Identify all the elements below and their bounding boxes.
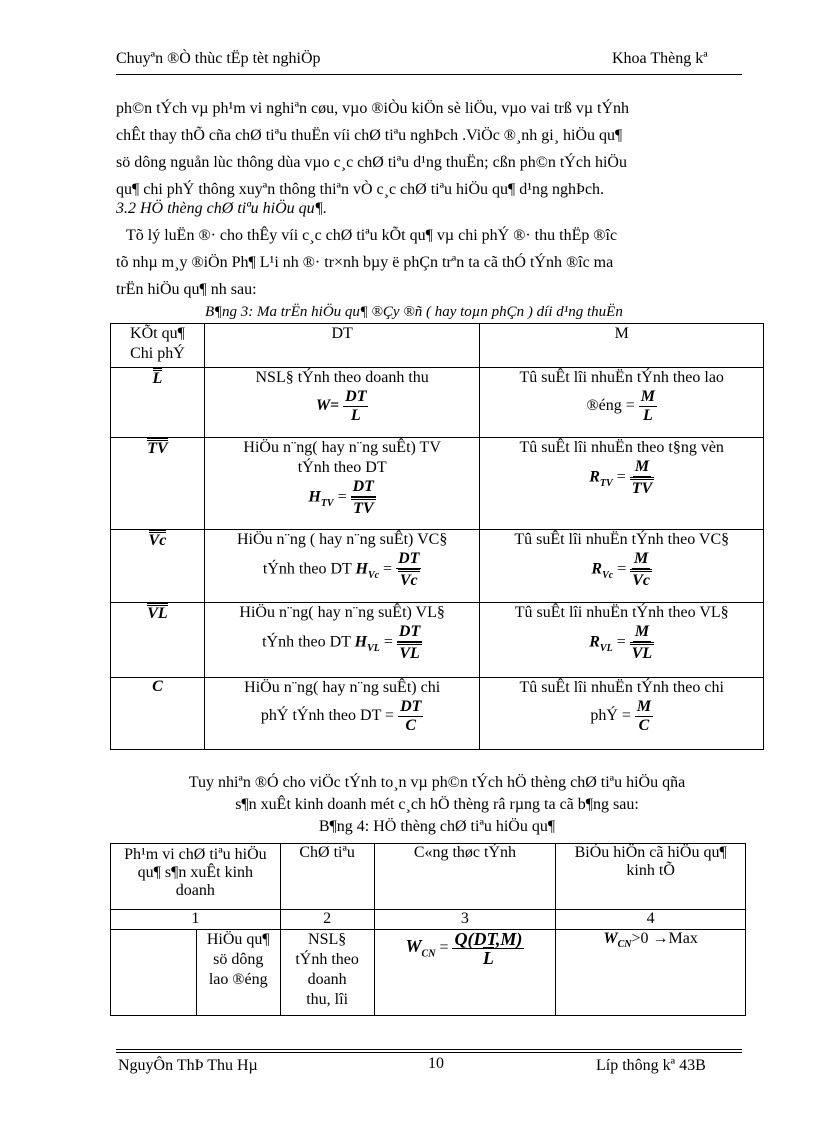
header-faculty: Khoa Thèng kª — [612, 50, 708, 67]
table4-caption: B¶ng 4: HÖ thèng chØ tiªu hiÖu qu¶ — [318, 818, 556, 835]
header-cell: KÕt qu¶ Chi phÝ — [111, 324, 205, 368]
m-cell: Tû suÊt lîi nhuËn tÝnh theo VC§ $R_{Vc}$ = $\frac{M}{Vc}$ — [480, 530, 764, 603]
row-symbol: TV — [111, 438, 205, 530]
table-row — [111, 530, 764, 603]
header-cell: C«ng thøc tÝnh — [374, 844, 556, 910]
table-efficiency-matrix — [110, 323, 764, 750]
m-cell: Tû suÊt lîi nhuËn tÝnh theo VL§ $R_{VL}$ = $\frac{M}{VL}$ — [480, 603, 764, 678]
row-symbol: L — [111, 368, 205, 438]
indicator-cell: NSL§ tÝnh theo doanh thu, lîi — [280, 930, 374, 1016]
table-row — [111, 603, 764, 678]
m-cell: Tû suÊt lîi nhuËn theo t§ng vèn $R_{TV}$ = $\frac{M}{TV}$ — [480, 438, 764, 530]
paragraph-1: ph©n tÝch vµ ph¹m vi nghiªn cøu, vµo ®iÒu kiÖn sè liÖu, vµo vai trß vµ tÝnh chÊt thay thÕ cña chØ tiªu thuËn víi chØ tiªu nghÞch .ViÖc ®¸nh gi¸ hiÖu qu¶ sö dông nguån lùc thông dùa vµo c¸c chØ tiªu d¹ng thuËn; cßn ph©n tÝch hiÖu qu¶ chi phÝ thông xuyªn thông thiªn vÒ c¸c chØ tiªu hiÖu qu¶ d¹ng nghÞch. — [116, 100, 630, 198]
header-cell: M — [480, 324, 764, 368]
table-row — [111, 678, 764, 750]
m-cell: Tû suÊt lîi nhuËn tÝnh theo chi phÝ = $\frac{M}{C}$ — [480, 678, 764, 750]
header-cell: Ph¹m vi chØ tiªu hiÖu qu¶ s¶n xuÊt kinh doanh — [111, 844, 281, 910]
empty-cell — [111, 930, 197, 1016]
header-title: Chuyªn ®Ò thùc tËp tèt nghiÖp — [116, 50, 321, 67]
footer-class: Líp thông kª 43B — [596, 1057, 706, 1074]
footer-author: NguyÔn ThÞ Thu Hµ — [118, 1057, 258, 1074]
footer-rule — [116, 1049, 742, 1050]
dt-cell: HiÖu n¨ng ( hay n¨ng suÊt) VC§ tÝnh theo DT $H_{Vc}$ = $\frac{DT}{Vc}$ — [204, 530, 480, 603]
index-cell: 1 — [111, 910, 281, 930]
table-indicator-system — [110, 843, 746, 1016]
header-cell: BiÓu hiÖn cã hiÖu qu¶ kinh tÕ — [556, 844, 746, 910]
header-rule — [116, 74, 742, 75]
section-heading: 3.2 HÖ thèng chØ tiªu hiÖu qu¶. — [116, 200, 327, 217]
header-cell: DT — [204, 324, 480, 368]
table3-caption: B¶ng 3: Ma trËn hiÖu qu¶ ®Çy ®ñ ( hay toµn phÇn ) díi d¹ng thuËn — [205, 304, 623, 320]
m-cell: Tû suÊt lîi nhuËn tÝnh theo lao ®éng = $\frac{M}{L}$ — [480, 368, 764, 438]
table-row — [111, 368, 764, 438]
index-cell: 2 — [280, 910, 374, 930]
table-header-row — [111, 324, 764, 368]
row-symbol: Vc — [111, 530, 205, 603]
page-number: 10 — [428, 1055, 444, 1072]
dt-cell: HiÖu n¨ng( hay n¨ng suÊt) VL§ tÝnh theo DT $H_{VL}$ = $\frac{DT}{VL}$ — [204, 603, 480, 678]
dt-cell: HiÖu n¨ng( hay n¨ng suÊt) chi phÝ tÝnh theo DT = $\frac{DT}{C}$ — [204, 678, 480, 750]
index-cell: 3 — [374, 910, 556, 930]
dt-cell: NSL§ tÝnh theo doanh thu W= $\frac{DT}{L}$ — [204, 368, 480, 438]
footer-rule-2 — [116, 1052, 742, 1053]
subgroup-cell: HiÖu qu¶ sö dông lao ®éng — [196, 930, 280, 1016]
row-symbol: C — [111, 678, 205, 750]
index-row — [111, 910, 746, 930]
table-row — [111, 930, 746, 1016]
paragraph-2: Tõ lý luËn ®· cho thÊy víi c¸c chØ tiªu kÕt qu¶ vµ chi phÝ ®· thu thËp ®îc tõ nhµ m¸y ®iÖn Ph¶ L¹i nh ®· tr×nh bµy ë phÇn trªn ta cã thÓ tÝnh ®îc ma trËn hiÖu qu¶ nh sau: — [116, 227, 618, 298]
expression-cell: $W_{CN}>0 \to Max$ — [556, 930, 746, 1016]
table-row — [111, 438, 764, 530]
row-symbol: VL — [111, 603, 205, 678]
formula-cell: $W_{CN}$ = $\frac{Q(DT,M)}{L}$ — [374, 930, 556, 1016]
dt-cell: HiÖu n¨ng( hay n¨ng suÊt) TV tÝnh theo DT $H_{TV}$ = $\frac{DT}{TV}$ — [204, 438, 480, 530]
index-cell: 4 — [556, 910, 746, 930]
header-cell: ChØ tiªu — [280, 844, 374, 910]
paragraph-3: Tuy nhiªn ®Ó cho viÖc tÝnh to¸n vµ ph©n tÝch hÖ thèng chØ tiªu hiÖu qña s¶n xuÊt kinh doanh mét c¸ch hÖ thèng râ rµng ta cã b¶ng sau: B¶ng 4: HÖ thèng chØ tiªu hiÖu qu¶ — [110, 772, 764, 838]
table-header-row — [111, 844, 746, 910]
